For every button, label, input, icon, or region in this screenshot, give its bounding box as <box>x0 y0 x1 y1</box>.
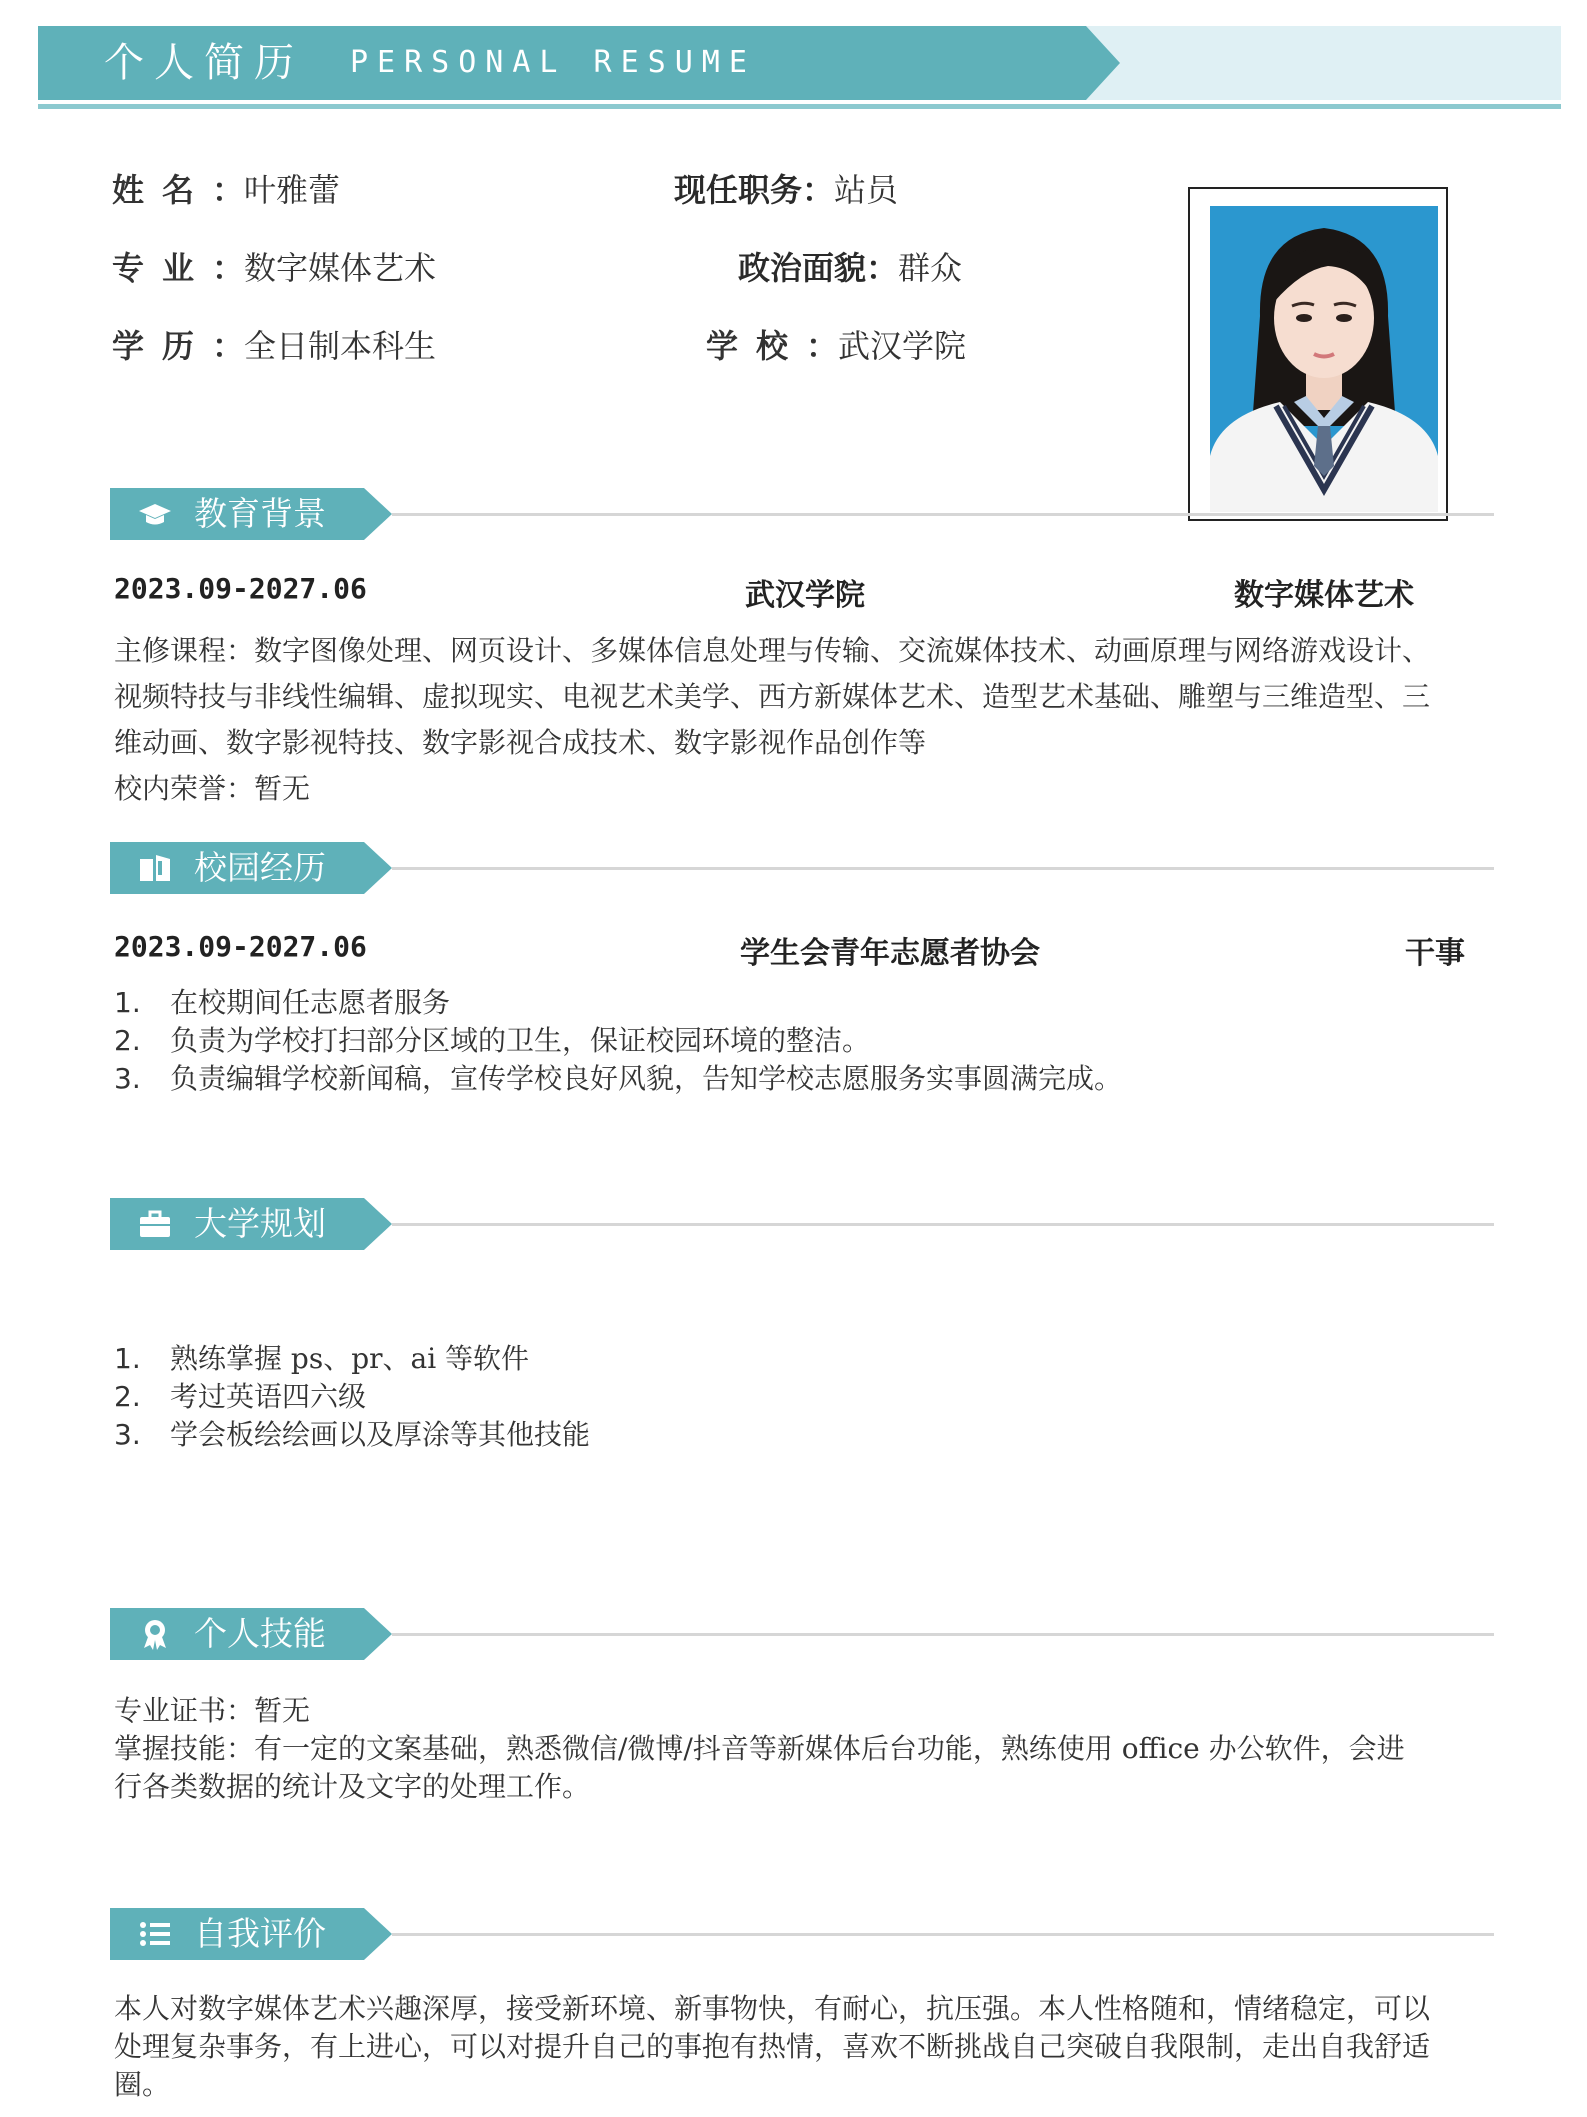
list-item: 3. 负责编辑学校新闻稿，宣传学校良好风貌，告知学校志愿服务实事圆满完成。 <box>114 1062 1123 1095</box>
info-name-row <box>112 170 340 210</box>
plan-list <box>114 1340 590 1454</box>
banner-light-strip <box>1080 26 1561 100</box>
education-label: 学历： <box>112 327 244 365</box>
courses-line-3: 维动画、数字影视特技、数字影视合成技术、数字影视作品创作等 <box>114 726 927 759</box>
resume-title-cn: 个人简历 <box>104 40 304 86</box>
campus-list <box>114 984 1122 1098</box>
name-value: 叶雅蕾 <box>244 171 341 209</box>
honors-line: 校内荣誉：暂无 <box>114 772 311 805</box>
skills-line-1: 掌握技能：有一定的文案基础，熟悉微信/微博/抖音等新媒体后台功能，熟练使用 office 办公软件，会进 <box>114 1732 1405 1765</box>
banner-underline <box>38 104 1561 109</box>
skills-line-2: 行各类数据的统计及文字的处理工作。 <box>114 1770 591 1803</box>
section-self-eval-title: 自我评价 <box>194 1914 326 1953</box>
info-position-row <box>674 170 898 210</box>
skills-cert-line: 专业证书：暂无 <box>114 1694 311 1727</box>
education-major: 数字媒体艺术 <box>1234 578 1414 613</box>
self-eval-line-3: 圈。 <box>114 2068 171 2101</box>
list-item: 2. 考过英语四六级 <box>114 1380 367 1413</box>
politics-value: 群众 <box>898 249 963 287</box>
resume-title-en: PERSONAL RESUME <box>350 45 756 80</box>
campus-period: 2023.09-2027.06 <box>114 930 367 963</box>
section-education-title: 教育背景 <box>194 494 326 533</box>
self-eval-line-2: 处理复杂事务，有上进心，可以对提升自己的事抱有热情，喜欢不断挑战自己突破自我限制，走出自我舒适 <box>114 2030 1431 2063</box>
info-major-row <box>112 248 436 288</box>
position-label: 现任职务： <box>674 171 835 209</box>
school-label: 学校： <box>706 327 838 365</box>
section-self-eval-rule <box>392 1933 1494 1936</box>
graduation-cap-icon <box>138 497 172 531</box>
list-item: 2. 负责为学校打扫部分区域的卫生，保证校园环境的整洁。 <box>114 1024 871 1057</box>
list-item: 1. 熟练掌握 ps、pr、ai 等软件 <box>114 1342 530 1375</box>
major-value: 数字媒体艺术 <box>244 249 437 287</box>
courses-line-2: 视频特技与非线性编辑、虚拟现实、电视艺术美学、西方新媒体艺术、造型艺术基础、雕塑与三维造型、三 <box>114 680 1431 713</box>
section-campus-rule <box>392 867 1494 870</box>
info-education-row <box>112 326 436 366</box>
award-icon <box>138 1617 172 1651</box>
section-education-rule <box>392 513 1494 516</box>
school-value: 武汉学院 <box>838 327 967 365</box>
section-skills-rule <box>392 1633 1494 1636</box>
briefcase-icon <box>138 1207 172 1241</box>
campus-role: 干事 <box>1405 936 1465 971</box>
campus-org: 学生会青年志愿者协会 <box>740 936 1040 971</box>
list-icon <box>138 1917 172 1951</box>
list-item: 3. 学会板绘绘画以及厚涂等其他技能 <box>114 1418 591 1451</box>
major-label: 专业： <box>112 249 244 287</box>
profile-photo <box>1210 206 1438 512</box>
info-politics-row <box>738 248 962 288</box>
section-plan-title: 大学规划 <box>194 1204 326 1243</box>
self-eval-line-1: 本人对数字媒体艺术兴趣深厚，接受新环境、新事物快，有耐心，抗压强。本人性格随和，情绪稳定，可以 <box>114 1992 1431 2025</box>
position-value: 站员 <box>834 171 899 209</box>
education-school: 武汉学院 <box>745 578 865 613</box>
name-label: 姓名： <box>112 171 244 209</box>
list-item: 1. 在校期间任志愿者服务 <box>114 986 451 1019</box>
book-icon <box>138 851 172 885</box>
courses-line-1: 主修课程：数字图像处理、网页设计、多媒体信息处理与传输、交流媒体技术、动画原理与网络游戏设计、 <box>114 634 1431 667</box>
education-value: 全日制本科生 <box>244 327 437 365</box>
section-skills-title: 个人技能 <box>194 1614 326 1653</box>
section-plan-rule <box>392 1223 1494 1226</box>
info-school-row <box>706 326 966 366</box>
education-period: 2023.09-2027.06 <box>114 572 367 605</box>
portrait-illustration <box>1210 206 1438 512</box>
section-campus-title: 校园经历 <box>194 848 326 887</box>
politics-label: 政治面貌： <box>738 249 899 287</box>
